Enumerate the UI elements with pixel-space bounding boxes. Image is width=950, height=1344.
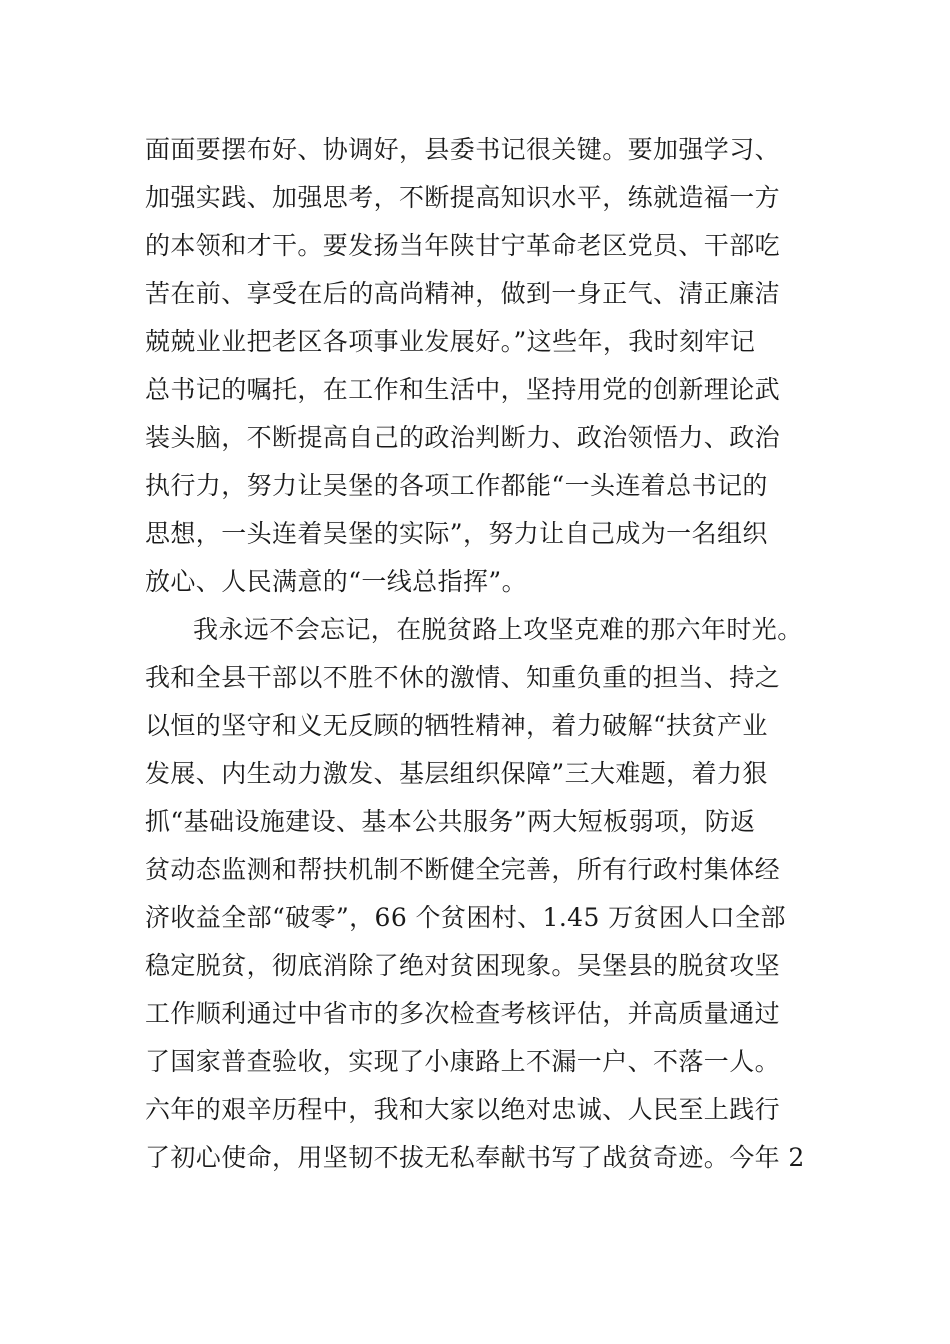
text-line: 总书记的嘱托，在工作和生活中，坚持用党的创新理论武 [145,375,781,404]
text-line: 济收益全部“破零”，66 个贫困村、1.45 万贫困人口全部 [145,903,786,932]
body-text [145,126,810,1182]
text-line: 兢兢业业把老区各项事业发展好。”这些年，我时刻牢记 [145,327,756,356]
text-line: 六年的艰辛历程中，我和大家以绝对忠诚、人民至上践行 [145,1095,781,1124]
paragraph-first-line: 我永远不会忘记，在脱贫路上攻坚克难的那六年时光。 [193,615,803,644]
text-line: 稳定脱贫，彻底消除了绝对贫困现象。吴堡县的脱贫攻坚 [145,951,781,980]
text-line: 了初心使命，用坚韧不拔无私奉献书写了战贫奇迹。今年 2 [145,1143,805,1172]
text-line: 面面要摆布好、协调好，县委书记很关键。要加强学习、 [145,135,781,164]
text-line: 思想，一头连着吴堡的实际”，努力让自己成为一名组织 [145,519,768,548]
text-line: 我和全县干部以不胜不休的激情、知重负重的担当、持之 [145,663,781,692]
text-line: 苦在前、享受在后的高尚精神，做到一身正气、清正廉洁 [145,279,781,308]
text-line: 加强实践、加强思考，不断提高知识水平，练就造福一方 [145,183,781,212]
text-line: 贫动态监测和帮扶机制不断健全完善，所有行政村集体经 [145,855,781,884]
text-line: 装头脑，不断提高自己的政治判断力、政治领悟力、政治 [145,423,781,452]
text-line: 放心、人民满意的“一线总指挥”。 [145,567,527,596]
text-line: 发展、内生动力激发、基层组织保障”三大难题，着力狠 [145,759,768,788]
text-line: 了国家普查验收，实现了小康路上不漏一户、不落一人。 [145,1047,781,1076]
text-line: 以恒的坚守和义无反顾的牺牲精神，着力破解“扶贫产业 [145,711,768,740]
text-line: 工作顺利通过中省市的多次检查考核评估，并高质量通过 [145,999,781,1028]
text-line: 执行力，努力让吴堡的各项工作都能“一头连着总书记的 [145,471,768,500]
text-line: 的本领和才干。要发扬当年陕甘宁革命老区党员、干部吃 [145,231,781,260]
text-line: 抓“基础设施建设、基本公共服务”两大短板弱项，防返 [145,807,756,836]
